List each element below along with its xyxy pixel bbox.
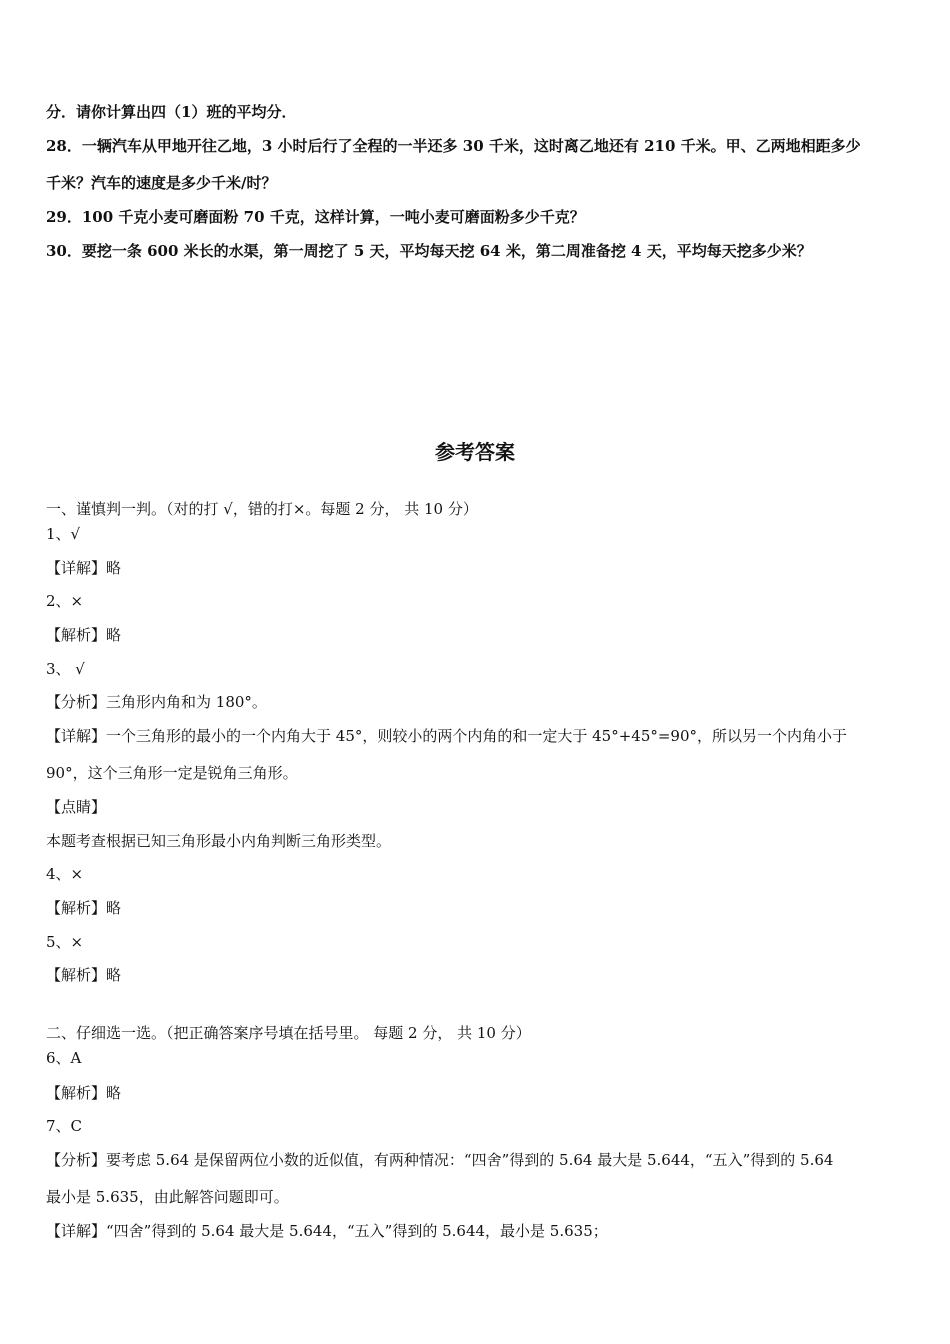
section-1-heading: 一、谨慎判一判。（对的打 √，错的打×。每题 2 分， 共 10 分） <box>46 500 478 518</box>
question-27-tail: 分．请你计算出四（1）班的平均分． <box>46 103 297 121</box>
answer-1-detail: 【详解】略 <box>46 559 122 577</box>
answer-6-analysis: 【解析】略 <box>46 1084 122 1102</box>
answer-3-detail-line2: 90°，这个三角形一定是锐角三角形。 <box>46 764 298 782</box>
answers-title: 参考答案 <box>435 440 515 464</box>
answer-2: 2、× <box>46 592 84 610</box>
answer-5: 5、× <box>46 933 84 951</box>
answer-7: 7、C <box>46 1117 83 1135</box>
answer-6: 6、A <box>46 1049 82 1067</box>
question-28-line1: 28．一辆汽车从甲地开往乙地，3 小时后行了全程的一半还多 30 千米，这时离乙地还有 210 千米。甲、乙两地相距多少 <box>46 137 861 155</box>
answer-7-analysis-line2: 最小是 5.635，由此解答问题即可。 <box>46 1188 289 1206</box>
question-30: 30．要挖一条 600 米长的水渠，第一周挖了 5 天，平均每天挖 64 米，第二周准备挖 4 天，平均每天挖多少米？ <box>46 242 812 260</box>
answer-2-analysis: 【解析】略 <box>46 626 122 644</box>
question-28-line2: 千米？汽车的速度是多少千米/时？ <box>46 174 277 192</box>
answer-3-analysis: 【分析】三角形内角和为 180°。 <box>46 693 267 711</box>
section-2-heading: 二、仔细选一选。（把正确答案序号填在括号里。 每题 2 分， 共 10 分） <box>46 1024 531 1042</box>
answer-7-detail: 【详解】“四舍”得到的 5.64 最大是 5.644，“五入”得到的 5.644，最小是 5.635； <box>46 1222 608 1240</box>
answer-3-detail-line1: 【详解】一个三角形的最小的一个内角大于 45°，则较小的两个内角的和一定大于 45°+45°=90°，所以另一个内角小于 <box>46 727 848 745</box>
answer-7-analysis-line1: 【分析】要考虑 5.64 是保留两位小数的近似值，有两种情况：“四舍”得到的 5.64 最大是 5.644，“五入”得到的 5.64 <box>46 1151 834 1169</box>
answer-3-point: 本题考查根据已知三角形最小内角判断三角形类型。 <box>46 832 392 850</box>
answer-3-point-label: 【点睛】 <box>46 798 107 816</box>
answer-3: 3、 √ <box>46 660 85 678</box>
answer-4: 4、× <box>46 865 84 883</box>
answer-4-analysis: 【解析】略 <box>46 899 122 917</box>
answer-1: 1、√ <box>46 525 81 543</box>
answer-5-analysis: 【解析】略 <box>46 966 122 984</box>
question-29: 29．100 千克小麦可磨面粉 70 千克，这样计算，一吨小麦可磨面粉多少千克？ <box>46 208 585 226</box>
